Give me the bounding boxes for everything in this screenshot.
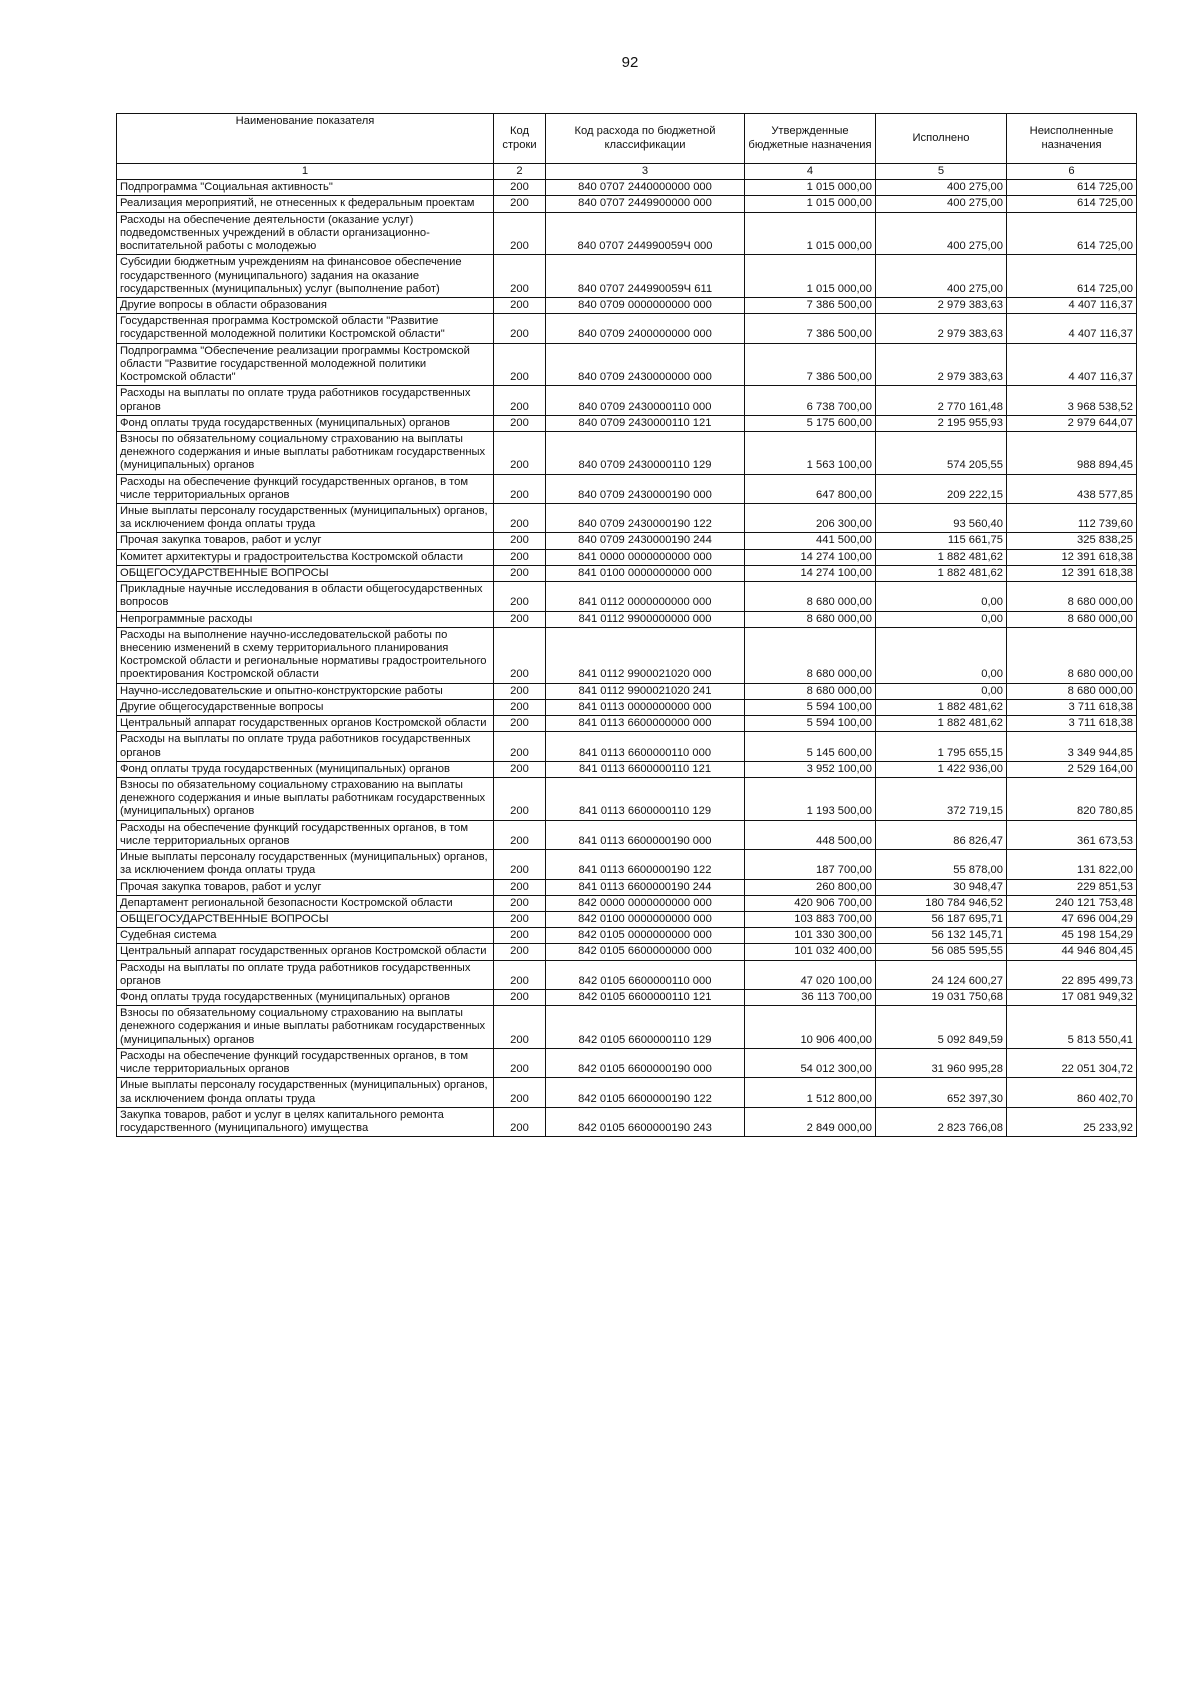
row-executed: 0,00 bbox=[876, 582, 1007, 611]
row-approved: 1 193 500,00 bbox=[745, 777, 876, 820]
row-name: Иные выплаты персоналу государственных (муниципальных) органов, за исключением фонда оплаты труда bbox=[117, 850, 494, 879]
row-executed: 2 979 383,63 bbox=[876, 343, 1007, 386]
column-number: 6 bbox=[1007, 164, 1137, 180]
table-row bbox=[117, 504, 1137, 533]
row-approved: 101 032 400,00 bbox=[745, 944, 876, 960]
row-line-code: 200 bbox=[494, 990, 546, 1006]
row-line-code: 200 bbox=[494, 297, 546, 313]
table-row bbox=[117, 777, 1137, 820]
table-row bbox=[117, 611, 1137, 627]
row-approved: 448 500,00 bbox=[745, 820, 876, 849]
row-executed: 1 882 481,62 bbox=[876, 565, 1007, 581]
table-row bbox=[117, 911, 1137, 927]
budget-execution-table bbox=[116, 113, 1137, 1137]
table-row bbox=[117, 533, 1137, 549]
row-line-code: 200 bbox=[494, 732, 546, 761]
row-line-code: 200 bbox=[494, 565, 546, 581]
row-executed: 1 882 481,62 bbox=[876, 716, 1007, 732]
row-line-code: 200 bbox=[494, 1107, 546, 1136]
row-budget-code: 841 0100 0000000000 000 bbox=[546, 565, 745, 581]
row-name: Взносы по обязательному социальному страхованию на выплаты денежного содержания и иные выплаты работникам государственных (муниципальных) органов bbox=[117, 431, 494, 474]
row-line-code: 200 bbox=[494, 683, 546, 699]
row-approved: 8 680 000,00 bbox=[745, 611, 876, 627]
row-executed: 19 031 750,68 bbox=[876, 990, 1007, 1006]
row-executed: 400 275,00 bbox=[876, 212, 1007, 255]
row-name: Закупка товаров, работ и услуг в целях капитального ремонта государственного (муниципального) имущества bbox=[117, 1107, 494, 1136]
row-executed: 5 092 849,59 bbox=[876, 1006, 1007, 1049]
row-line-code: 200 bbox=[494, 196, 546, 212]
table-row bbox=[117, 314, 1137, 343]
row-executed: 56 132 145,71 bbox=[876, 928, 1007, 944]
row-budget-code: 842 0105 6600000110 000 bbox=[546, 960, 745, 989]
table-row bbox=[117, 879, 1137, 895]
row-approved: 260 800,00 bbox=[745, 879, 876, 895]
row-budget-code: 840 0709 2430000110 000 bbox=[546, 386, 745, 415]
row-approved: 6 738 700,00 bbox=[745, 386, 876, 415]
row-line-code: 200 bbox=[494, 627, 546, 683]
row-line-code: 200 bbox=[494, 314, 546, 343]
row-unexecuted: 131 822,00 bbox=[1007, 850, 1137, 879]
row-name: Другие общегосударственные вопросы bbox=[117, 699, 494, 715]
row-budget-code: 842 0105 6600000190 243 bbox=[546, 1107, 745, 1136]
row-line-code: 200 bbox=[494, 533, 546, 549]
row-executed: 0,00 bbox=[876, 683, 1007, 699]
row-executed: 2 823 766,08 bbox=[876, 1107, 1007, 1136]
table-body bbox=[117, 180, 1137, 1137]
table-row bbox=[117, 474, 1137, 503]
row-executed: 180 784 946,52 bbox=[876, 895, 1007, 911]
row-executed: 86 826,47 bbox=[876, 820, 1007, 849]
column-number: 1 bbox=[117, 164, 494, 180]
row-budget-code: 841 0113 6600000110 121 bbox=[546, 761, 745, 777]
row-budget-code: 841 0113 6600000190 000 bbox=[546, 820, 745, 849]
row-name: Фонд оплаты труда государственных (муниципальных) органов bbox=[117, 761, 494, 777]
row-line-code: 200 bbox=[494, 944, 546, 960]
table-row bbox=[117, 1048, 1137, 1077]
row-approved: 47 020 100,00 bbox=[745, 960, 876, 989]
row-unexecuted: 45 198 154,29 bbox=[1007, 928, 1137, 944]
row-budget-code: 842 0105 6600000190 122 bbox=[546, 1078, 745, 1107]
table-row bbox=[117, 255, 1137, 298]
row-executed: 1 882 481,62 bbox=[876, 549, 1007, 565]
row-name: Центральный аппарат государственных органов Костромской области bbox=[117, 944, 494, 960]
row-unexecuted: 614 725,00 bbox=[1007, 196, 1137, 212]
row-executed: 24 124 600,27 bbox=[876, 960, 1007, 989]
row-unexecuted: 44 946 804,45 bbox=[1007, 944, 1137, 960]
row-budget-code: 842 0100 0000000000 000 bbox=[546, 911, 745, 927]
row-unexecuted: 325 838,25 bbox=[1007, 533, 1137, 549]
row-unexecuted: 8 680 000,00 bbox=[1007, 683, 1137, 699]
row-budget-code: 842 0105 6600000000 000 bbox=[546, 944, 745, 960]
row-unexecuted: 438 577,85 bbox=[1007, 474, 1137, 503]
table-row bbox=[117, 431, 1137, 474]
row-executed: 1 882 481,62 bbox=[876, 699, 1007, 715]
row-line-code: 200 bbox=[494, 1078, 546, 1107]
row-budget-code: 842 0105 6600000190 000 bbox=[546, 1048, 745, 1077]
row-name: Подпрограмма "Обеспечение реализации программы Костромской области "Развитие государственной молодежной политики Костромской области" bbox=[117, 343, 494, 386]
table-row bbox=[117, 895, 1137, 911]
row-executed: 652 397,30 bbox=[876, 1078, 1007, 1107]
row-line-code: 200 bbox=[494, 777, 546, 820]
row-name: Государственная программа Костромской области "Развитие государственной молодежной политики Костромской области" bbox=[117, 314, 494, 343]
row-line-code: 200 bbox=[494, 212, 546, 255]
row-budget-code: 841 0113 6600000000 000 bbox=[546, 716, 745, 732]
row-approved: 1 015 000,00 bbox=[745, 196, 876, 212]
row-budget-code: 841 0000 0000000000 000 bbox=[546, 549, 745, 565]
table-row bbox=[117, 180, 1137, 196]
row-unexecuted: 614 725,00 bbox=[1007, 180, 1137, 196]
table-row bbox=[117, 627, 1137, 683]
row-name: Комитет архитектуры и градостроительства Костромской области bbox=[117, 549, 494, 565]
table-row bbox=[117, 415, 1137, 431]
row-name: Расходы на обеспечение функций государственных органов, в том числе территориальных органов bbox=[117, 474, 494, 503]
row-unexecuted: 22 895 499,73 bbox=[1007, 960, 1137, 989]
row-approved: 7 386 500,00 bbox=[745, 314, 876, 343]
row-approved: 101 330 300,00 bbox=[745, 928, 876, 944]
row-budget-code: 841 0112 9900021020 241 bbox=[546, 683, 745, 699]
row-executed: 56 187 695,71 bbox=[876, 911, 1007, 927]
row-line-code: 200 bbox=[494, 928, 546, 944]
row-line-code: 200 bbox=[494, 180, 546, 196]
row-approved: 1 015 000,00 bbox=[745, 212, 876, 255]
row-line-code: 200 bbox=[494, 255, 546, 298]
row-approved: 54 012 300,00 bbox=[745, 1048, 876, 1077]
table-row bbox=[117, 196, 1137, 212]
row-name: Взносы по обязательному социальному страхованию на выплаты денежного содержания и иные выплаты работникам государственных (муниципальных) органов bbox=[117, 1006, 494, 1049]
row-executed: 1 422 936,00 bbox=[876, 761, 1007, 777]
table-row bbox=[117, 732, 1137, 761]
row-line-code: 200 bbox=[494, 549, 546, 565]
table-row bbox=[117, 928, 1137, 944]
row-executed: 400 275,00 bbox=[876, 196, 1007, 212]
row-unexecuted: 860 402,70 bbox=[1007, 1078, 1137, 1107]
row-executed: 56 085 595,55 bbox=[876, 944, 1007, 960]
row-executed: 115 661,75 bbox=[876, 533, 1007, 549]
table-row bbox=[117, 960, 1137, 989]
row-unexecuted: 25 233,92 bbox=[1007, 1107, 1137, 1136]
row-executed: 0,00 bbox=[876, 611, 1007, 627]
header-unexecuted: Неисполненные назначения bbox=[1007, 114, 1137, 164]
row-name: Расходы на выплаты по оплате труда работников государственных органов bbox=[117, 960, 494, 989]
row-executed: 209 222,15 bbox=[876, 474, 1007, 503]
row-approved: 5 594 100,00 bbox=[745, 699, 876, 715]
table-row bbox=[117, 549, 1137, 565]
table-row bbox=[117, 386, 1137, 415]
page-number: 92 bbox=[621, 54, 639, 71]
row-unexecuted: 112 739,60 bbox=[1007, 504, 1137, 533]
row-unexecuted: 3 711 618,38 bbox=[1007, 716, 1137, 732]
row-name: Прикладные научные исследования в области общегосударственных вопросов bbox=[117, 582, 494, 611]
column-number: 4 bbox=[745, 164, 876, 180]
row-name: Прочая закупка товаров, работ и услуг bbox=[117, 533, 494, 549]
row-executed: 31 960 995,28 bbox=[876, 1048, 1007, 1077]
row-line-code: 200 bbox=[494, 474, 546, 503]
row-line-code: 200 bbox=[494, 895, 546, 911]
row-budget-code: 841 0112 9900000000 000 bbox=[546, 611, 745, 627]
row-line-code: 200 bbox=[494, 960, 546, 989]
row-name: Департамент региональной безопасности Костромской области bbox=[117, 895, 494, 911]
row-line-code: 200 bbox=[494, 582, 546, 611]
table-row bbox=[117, 944, 1137, 960]
row-line-code: 200 bbox=[494, 1048, 546, 1077]
row-line-code: 200 bbox=[494, 879, 546, 895]
row-budget-code: 841 0113 6600000190 122 bbox=[546, 850, 745, 879]
row-name: Судебная система bbox=[117, 928, 494, 944]
row-approved: 5 145 600,00 bbox=[745, 732, 876, 761]
row-approved: 2 849 000,00 bbox=[745, 1107, 876, 1136]
row-unexecuted: 4 407 116,37 bbox=[1007, 297, 1137, 313]
row-unexecuted: 12 391 618,38 bbox=[1007, 565, 1137, 581]
table-row bbox=[117, 582, 1137, 611]
row-budget-code: 840 0709 0000000000 000 bbox=[546, 297, 745, 313]
row-executed: 30 948,47 bbox=[876, 879, 1007, 895]
row-line-code: 200 bbox=[494, 343, 546, 386]
row-line-code: 200 bbox=[494, 716, 546, 732]
row-budget-code: 842 0105 6600000110 129 bbox=[546, 1006, 745, 1049]
table-row bbox=[117, 850, 1137, 879]
row-approved: 1 512 800,00 bbox=[745, 1078, 876, 1107]
row-unexecuted: 820 780,85 bbox=[1007, 777, 1137, 820]
row-budget-code: 841 0113 0000000000 000 bbox=[546, 699, 745, 715]
row-budget-code: 840 0709 2430000190 244 bbox=[546, 533, 745, 549]
row-approved: 7 386 500,00 bbox=[745, 343, 876, 386]
row-approved: 206 300,00 bbox=[745, 504, 876, 533]
table-row bbox=[117, 297, 1137, 313]
row-name: Расходы на обеспечение деятельности (оказание услуг) подведомственных учреждений в области организационно-воспитательной работы с молодежью bbox=[117, 212, 494, 255]
row-line-code: 200 bbox=[494, 820, 546, 849]
row-approved: 187 700,00 bbox=[745, 850, 876, 879]
row-unexecuted: 3 968 538,52 bbox=[1007, 386, 1137, 415]
row-executed: 2 979 383,63 bbox=[876, 297, 1007, 313]
row-budget-code: 842 0000 0000000000 000 bbox=[546, 895, 745, 911]
row-approved: 103 883 700,00 bbox=[745, 911, 876, 927]
table-row bbox=[117, 343, 1137, 386]
row-unexecuted: 2 529 164,00 bbox=[1007, 761, 1137, 777]
row-budget-code: 840 0707 244990059Ч 000 bbox=[546, 212, 745, 255]
row-line-code: 200 bbox=[494, 850, 546, 879]
row-budget-code: 841 0113 6600000110 129 bbox=[546, 777, 745, 820]
table-row bbox=[117, 1006, 1137, 1049]
row-approved: 8 680 000,00 bbox=[745, 582, 876, 611]
row-unexecuted: 4 407 116,37 bbox=[1007, 314, 1137, 343]
row-budget-code: 840 0707 2440000000 000 bbox=[546, 180, 745, 196]
row-approved: 5 594 100,00 bbox=[745, 716, 876, 732]
table-row bbox=[117, 1078, 1137, 1107]
row-budget-code: 840 0707 244990059Ч 611 bbox=[546, 255, 745, 298]
row-name: Непрограммные расходы bbox=[117, 611, 494, 627]
row-budget-code: 840 0709 2430000110 121 bbox=[546, 415, 745, 431]
header-budget-code: Код расхода по бюджетной классификации bbox=[546, 114, 745, 164]
row-name: ОБЩЕГОСУДАРСТВЕННЫЕ ВОПРОСЫ bbox=[117, 565, 494, 581]
row-unexecuted: 614 725,00 bbox=[1007, 212, 1137, 255]
row-unexecuted: 614 725,00 bbox=[1007, 255, 1137, 298]
row-line-code: 200 bbox=[494, 431, 546, 474]
row-name: Расходы на обеспечение функций государственных органов, в том числе территориальных органов bbox=[117, 1048, 494, 1077]
row-line-code: 200 bbox=[494, 699, 546, 715]
row-unexecuted: 3 711 618,38 bbox=[1007, 699, 1137, 715]
row-name: Расходы на обеспечение функций государственных органов, в том числе территориальных органов bbox=[117, 820, 494, 849]
row-unexecuted: 4 407 116,37 bbox=[1007, 343, 1137, 386]
row-budget-code: 841 0112 9900021020 000 bbox=[546, 627, 745, 683]
table-row bbox=[117, 990, 1137, 1006]
row-name: Фонд оплаты труда государственных (муниципальных) органов bbox=[117, 415, 494, 431]
row-name: Подпрограмма "Социальная активность" bbox=[117, 180, 494, 196]
row-budget-code: 841 0113 6600000110 000 bbox=[546, 732, 745, 761]
row-name: Реализация мероприятий, не отнесенных к федеральным проектам bbox=[117, 196, 494, 212]
row-unexecuted: 47 696 004,29 bbox=[1007, 911, 1137, 927]
row-unexecuted: 8 680 000,00 bbox=[1007, 627, 1137, 683]
row-line-code: 200 bbox=[494, 611, 546, 627]
row-approved: 441 500,00 bbox=[745, 533, 876, 549]
row-unexecuted: 8 680 000,00 bbox=[1007, 582, 1137, 611]
row-name: Иные выплаты персоналу государственных (муниципальных) органов, за исключением фонда оплаты труда bbox=[117, 1078, 494, 1107]
row-executed: 2 770 161,48 bbox=[876, 386, 1007, 415]
header-line-code: Код строки bbox=[494, 114, 546, 164]
row-name: Центральный аппарат государственных органов Костромской области bbox=[117, 716, 494, 732]
row-name: Расходы на выполнение научно-исследовательской работы по внесению изменений в схему территориального планирования Костромской области и региональные нормативы градостроительного проектирования Костромской области bbox=[117, 627, 494, 683]
column-number: 2 bbox=[494, 164, 546, 180]
row-budget-code: 840 0709 2430000000 000 bbox=[546, 343, 745, 386]
header-approved: Утвержденные бюджетные назначения bbox=[745, 114, 876, 164]
row-unexecuted: 8 680 000,00 bbox=[1007, 611, 1137, 627]
row-approved: 8 680 000,00 bbox=[745, 627, 876, 683]
row-approved: 1 563 100,00 bbox=[745, 431, 876, 474]
row-approved: 3 952 100,00 bbox=[745, 761, 876, 777]
row-approved: 420 906 700,00 bbox=[745, 895, 876, 911]
row-approved: 1 015 000,00 bbox=[745, 180, 876, 196]
table-row bbox=[117, 716, 1137, 732]
table-row bbox=[117, 820, 1137, 849]
row-budget-code: 841 0113 6600000190 244 bbox=[546, 879, 745, 895]
table-header bbox=[117, 114, 1137, 180]
row-approved: 8 680 000,00 bbox=[745, 683, 876, 699]
row-approved: 14 274 100,00 bbox=[745, 565, 876, 581]
table-row bbox=[117, 683, 1137, 699]
row-budget-code: 840 0709 2400000000 000 bbox=[546, 314, 745, 343]
row-unexecuted: 361 673,53 bbox=[1007, 820, 1137, 849]
row-unexecuted: 5 813 550,41 bbox=[1007, 1006, 1137, 1049]
row-approved: 1 015 000,00 bbox=[745, 255, 876, 298]
row-budget-code: 840 0709 2430000190 122 bbox=[546, 504, 745, 533]
row-executed: 0,00 bbox=[876, 627, 1007, 683]
row-name: ОБЩЕГОСУДАРСТВЕННЫЕ ВОПРОСЫ bbox=[117, 911, 494, 927]
column-number: 3 bbox=[546, 164, 745, 180]
header-executed: Исполнено bbox=[876, 114, 1007, 164]
row-name: Субсидии бюджетным учреждениям на финансовое обеспечение государственного (муниципального) задания на оказание государственных (муниципальных) услуг (выполнение работ) bbox=[117, 255, 494, 298]
table-row bbox=[117, 1107, 1137, 1136]
row-unexecuted: 3 349 944,85 bbox=[1007, 732, 1137, 761]
column-number: 5 bbox=[876, 164, 1007, 180]
row-name: Расходы на выплаты по оплате труда работников государственных органов bbox=[117, 386, 494, 415]
row-executed: 574 205,55 bbox=[876, 431, 1007, 474]
row-name: Взносы по обязательному социальному страхованию на выплаты денежного содержания и иные выплаты работникам государственных (муниципальных) органов bbox=[117, 777, 494, 820]
row-executed: 93 560,40 bbox=[876, 504, 1007, 533]
table-row bbox=[117, 565, 1137, 581]
row-unexecuted: 12 391 618,38 bbox=[1007, 549, 1137, 565]
row-executed: 372 719,15 bbox=[876, 777, 1007, 820]
row-name: Фонд оплаты труда государственных (муниципальных) органов bbox=[117, 990, 494, 1006]
row-approved: 5 175 600,00 bbox=[745, 415, 876, 431]
table-row bbox=[117, 761, 1137, 777]
row-executed: 2 979 383,63 bbox=[876, 314, 1007, 343]
row-budget-code: 841 0112 0000000000 000 bbox=[546, 582, 745, 611]
row-unexecuted: 2 979 644,07 bbox=[1007, 415, 1137, 431]
row-budget-code: 840 0707 2449900000 000 bbox=[546, 196, 745, 212]
row-unexecuted: 22 051 304,72 bbox=[1007, 1048, 1137, 1077]
row-unexecuted: 988 894,45 bbox=[1007, 431, 1137, 474]
row-budget-code: 840 0709 2430000190 000 bbox=[546, 474, 745, 503]
row-unexecuted: 240 121 753,48 bbox=[1007, 895, 1137, 911]
row-name: Иные выплаты персоналу государственных (муниципальных) органов, за исключением фонда оплаты труда bbox=[117, 504, 494, 533]
row-unexecuted: 17 081 949,32 bbox=[1007, 990, 1137, 1006]
row-line-code: 200 bbox=[494, 1006, 546, 1049]
row-budget-code: 842 0105 0000000000 000 bbox=[546, 928, 745, 944]
row-name: Расходы на выплаты по оплате труда работников государственных органов bbox=[117, 732, 494, 761]
row-executed: 1 795 655,15 bbox=[876, 732, 1007, 761]
row-budget-code: 840 0709 2430000110 129 bbox=[546, 431, 745, 474]
row-name: Другие вопросы в области образования bbox=[117, 297, 494, 313]
table-row bbox=[117, 212, 1137, 255]
row-name: Научно-исследовательские и опытно-конструкторские работы bbox=[117, 683, 494, 699]
row-name: Прочая закупка товаров, работ и услуг bbox=[117, 879, 494, 895]
row-approved: 647 800,00 bbox=[745, 474, 876, 503]
row-approved: 14 274 100,00 bbox=[745, 549, 876, 565]
row-approved: 10 906 400,00 bbox=[745, 1006, 876, 1049]
row-executed: 2 195 955,93 bbox=[876, 415, 1007, 431]
row-line-code: 200 bbox=[494, 415, 546, 431]
row-executed: 400 275,00 bbox=[876, 180, 1007, 196]
row-line-code: 200 bbox=[494, 761, 546, 777]
row-executed: 400 275,00 bbox=[876, 255, 1007, 298]
header-name: Наименование показателя bbox=[117, 114, 494, 164]
row-budget-code: 842 0105 6600000110 121 bbox=[546, 990, 745, 1006]
table-row bbox=[117, 699, 1137, 715]
row-line-code: 200 bbox=[494, 386, 546, 415]
row-line-code: 200 bbox=[494, 911, 546, 927]
row-unexecuted: 229 851,53 bbox=[1007, 879, 1137, 895]
row-approved: 7 386 500,00 bbox=[745, 297, 876, 313]
row-approved: 36 113 700,00 bbox=[745, 990, 876, 1006]
row-line-code: 200 bbox=[494, 504, 546, 533]
row-executed: 55 878,00 bbox=[876, 850, 1007, 879]
